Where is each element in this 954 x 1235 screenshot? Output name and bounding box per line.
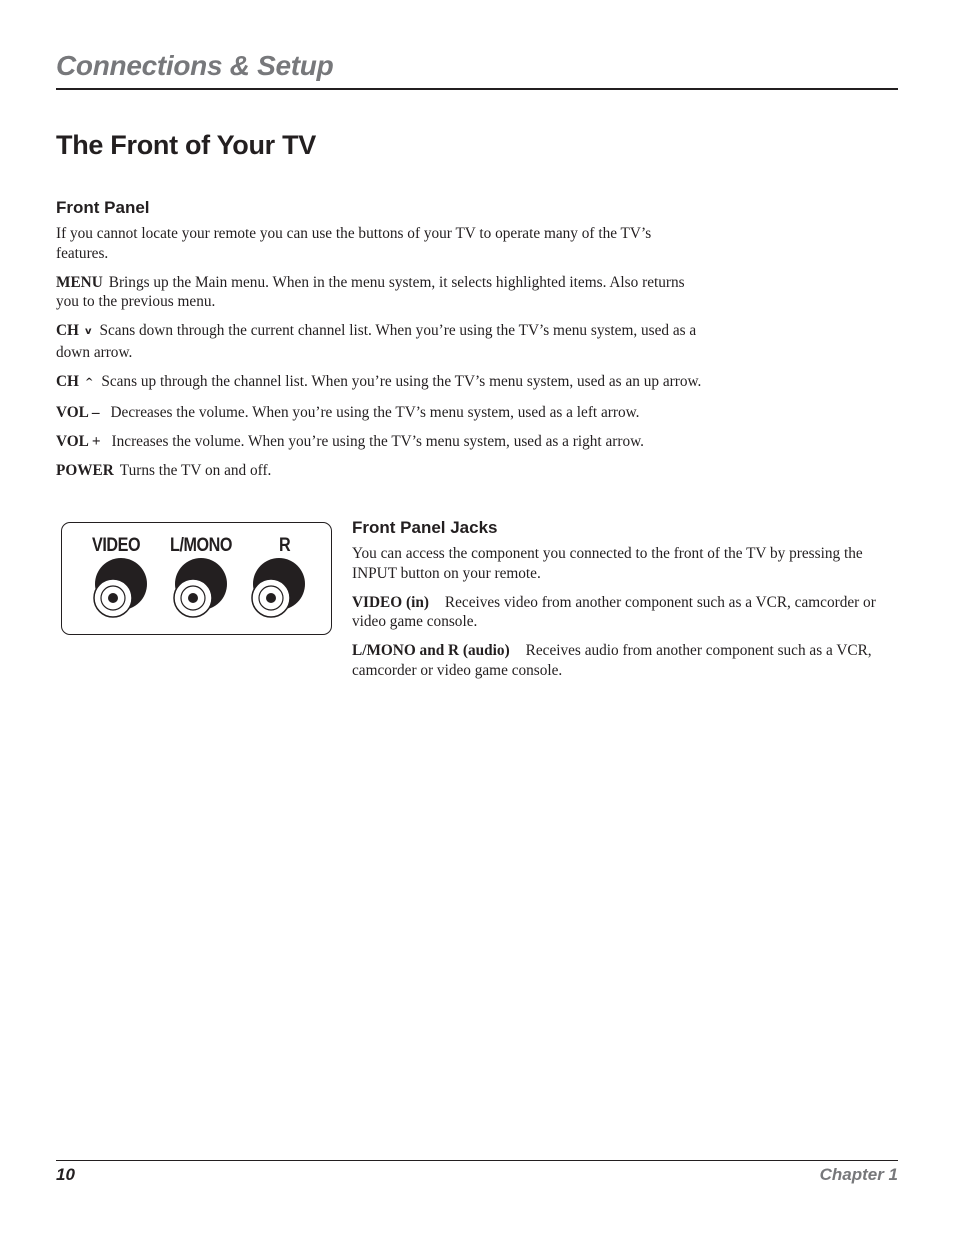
audio-in-term: L/MONO and R (audio): [352, 642, 510, 659]
vol-up-term: VOL +: [56, 432, 101, 450]
vol-down-term: VOL –: [56, 403, 100, 421]
front-jack-panel-illustration: [61, 522, 332, 635]
front-panel-heading: Front Panel: [56, 198, 150, 217]
page-title: The Front of Your TV: [56, 130, 316, 160]
page-number: 10: [56, 1165, 75, 1184]
ch-up-text: Scans up through the channel list. When you’re using the TV’s menu system, used as an up arrow.: [101, 372, 702, 390]
r-jack-icon: [252, 558, 305, 617]
ch-up-description: [56, 372, 706, 394]
menu-button-description: [56, 273, 706, 312]
menu-text: Brings up the Main menu. When in the menu system, it selects highlighted items. Also returns you to the previous menu.: [56, 273, 685, 310]
front-panel-intro: If you cannot locate your remote you can use the buttons of your TV to operate many of the TV’s features.: [56, 225, 652, 262]
lmono-jack-icon: [174, 558, 227, 617]
jack-label-lmono: L/MONO: [170, 535, 233, 556]
chevron-down-icon: v: [84, 326, 92, 337]
chevron-up-icon: ^: [84, 376, 94, 388]
header-rule: [56, 88, 898, 90]
vol-up-description: [56, 432, 706, 452]
video-in-description: [352, 593, 900, 632]
chapter-label: Chapter 1: [819, 1165, 898, 1184]
ch-up-term: CH: [56, 372, 79, 390]
power-description: [56, 461, 706, 481]
audio-in-text: Receives audio from another component such as a VCR, camcorder or video game console.: [352, 642, 872, 679]
jack-label-r: R: [279, 535, 291, 556]
front-panel-jacks-heading: Front Panel Jacks: [352, 518, 498, 537]
front-panel-jacks-intro: You can access the component you connected to the front of the TV by pressing the INPUT button on your remote.: [352, 545, 863, 582]
jack-label-video: VIDEO: [92, 535, 141, 556]
power-text: Turns the TV on and off.: [119, 461, 272, 479]
ch-down-term: CH: [56, 322, 79, 339]
front-panel-jacks-section: [352, 518, 900, 690]
power-term: POWER: [56, 461, 114, 479]
video-jack-icon: [94, 558, 147, 617]
vol-up-text: Increases the volume. When you’re using the TV’s menu system, used as a right arrow.: [111, 432, 644, 450]
audio-in-description: [352, 641, 900, 680]
ch-down-text: Scans down through the current channel list. When you’re using the TV’s menu system, used as a down arrow.: [56, 322, 697, 361]
section-header: Connections & Setup: [56, 50, 334, 81]
video-in-text: Receives video from another component such as a VCR, camcorder or video game console.: [352, 593, 876, 630]
ch-down-description: [56, 321, 706, 362]
front-panel-section: [56, 198, 706, 490]
vol-down-description: [56, 403, 706, 423]
footer-rule: [56, 1160, 898, 1161]
video-in-term: VIDEO (in): [352, 593, 429, 611]
menu-term: MENU: [56, 273, 103, 291]
vol-down-text: Decreases the volume. When you’re using the TV’s menu system, used as a left arrow.: [110, 403, 640, 421]
